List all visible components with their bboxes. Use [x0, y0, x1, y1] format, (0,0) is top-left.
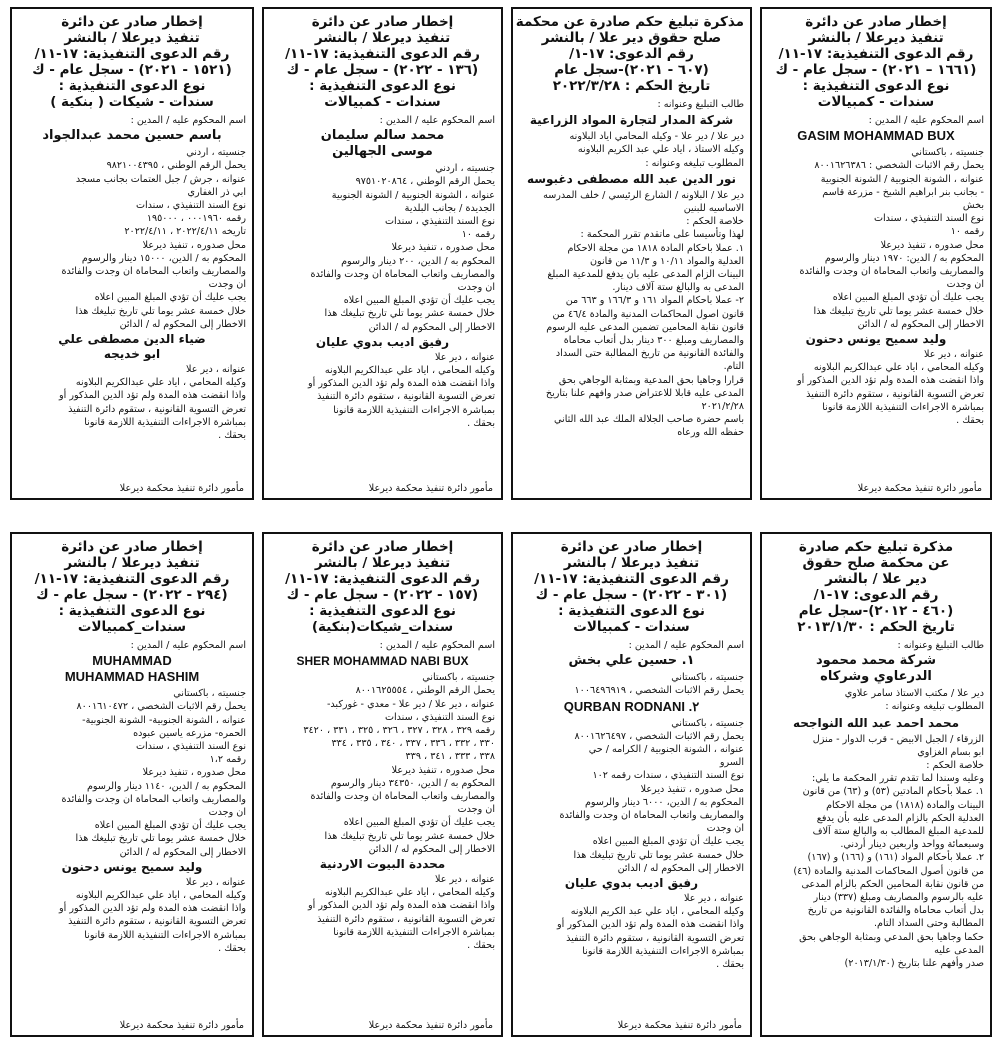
notice-header: مذكرة تبليغ حكم صادرة عن محكمة صلح حقوق دير علا / بالنشر رقم الدعوى: ١٧-١/ (٤٦٠ - ٢٠١٢)-سجل عام تاريخ الحكم : ٢٠١٣/١/٣٠	[797, 539, 955, 635]
debtor-name: محمد سالم سليمان موسى الجهالين	[320, 128, 445, 160]
notice-footer: مأمور دائرة تنفيذ محكمة ديرعلا	[368, 1020, 493, 1031]
creditor-name: رفيق اديب بدوي عليان	[315, 334, 450, 349]
creditor-name: وليد سميح يونس دحنون	[61, 859, 203, 874]
creditor-name: ضياء الدين مصطفى علي ابو خديجه	[58, 332, 206, 362]
notified-name: محمد احمد عبد الله النواجحه	[792, 715, 960, 730]
debtor-name: ١. حسين علي بخش	[568, 653, 695, 669]
creditor-name: وليد سميح يونس دحنون	[805, 332, 947, 347]
notice-2: مذكرة تبليغ حكم صادرة عن محكمة صلح حقوق دير علا / بالنشر رقم الدعوى: ١٧-١/ (٦٠٧ - ٢٠٢١)-سجل عام تاريخ الحكم : ٢٠٢٢/٣/٢٨ طالب التبليغ وعنوانه : شركة المدار لتجارة المواد الزراعية دير علا / دير علا - وكيله المحامي اياد البلاونه وكيله الاستاذ ، اياد علي عبد الكريم البلاونه المطلوب تبليغه وعنوانه : نور الدين عبد الله مصطفى دغبوسه دير علا / البلاونه / الشارع الرئيسي / خلف المدرسه الاساسيه للبنين خلاصة الحكم : لهذا وتأسيسا على ماتقدم تقرر المحكمة : ١. عملا باحكام المادة ١٨١٨ من مجلة الاحكام العدلية والمواد ١٠/١١ و ١١/٣ من قانون البينات الزام المدعى عليه بان يدفع للمدعية المبلغ المدعى به والبالغ ستة آلاف دينار. ٢- عملا باحكام المواد ١٦١ و ١٦٦/٣ و ٦٦٣ من قانون اصول المحاكمات المدنية والمادة ٤٦/٤ من قانون نقابة المحامين تضمين المدعى عليه الرسوم والمصاريف ومبلغ ٣٠٠ دينار بدل أتعاب محاماة والفائدة القانونية من تاريخ المطالبة حتى السداد التام. قرارا وجاهيا بحق المدعية وبمثابة الوجاهي بحق المدعى عليه قابلا للاعتراض صدر وافهم علنا بتاريخ ٢٠٢١/٢/٢٨ باسم حضرة صاحب الجلالة الملك عبد الله الثاني حفظه الله ورعاه	[511, 7, 752, 500]
notice-header: إخطار صادر عن دائرة تنفيذ ديرعلا / بالنشر رقم الدعوى التنفيذية: ١٧-١١/ (٣٠١ - ٢٠٢٢) - سجل عام - ك نوع الدعوى التنفيذية : سندات - كمبيالات	[534, 539, 729, 635]
debtor-name: باسم حسين محمد عبدالجواد	[42, 128, 222, 144]
notice-7: إخطار صادر عن دائرة تنفيذ ديرعلا / بالنشر رقم الدعوى التنفيذية: ١٧-١١/ (١٥٧ - ٢٠٢٢) - سجل عام - ك نوع الدعوى التنفيذية : سندات_شيكات(بنكية) اسم المحكوم عليه / المدين : SHER MOHAMMAD NABI BUX جنسيته ، باكستاني يحمل الرقم الوطني ، ٨٠٠١٦٢٥٥٥٤ عنوانه ، دير علا / دير علا - معدي - غوركبد- نوع السند التنفيذي ، سندات رقمه ٣٢٩ ، ٣٢٨ ، ٣٢٧ ، ٣٢٦ ، ٣٢٥ ، ٣٣١ ، ٣٤٢٠ ٣٣٠ ، ٣٣٢ ، ٣٣٦ ، ٣٣٧ ، ٣٤٠ ، ٣٣٥ ، ٣٣٤ ٣٣٨ ، ٣٣٣ ، ٣٤١ ، ٣٣٩ محل صدوره ، تنفيذ ديرعلا المحكوم به / الدين، ٣٤٣٥٠ دينار والرسوم والمصاريف واتعاب المحاماة ان وجدت والفائدة ان وجدت يجب عليك أن تؤدي المبلغ المبين اعلاه خلال خمسة عشر يوما تلي تاريخ تبليغك هذا الاخطار إلى المحكوم له / الدائن محددة البيوت الاردنية عنوانه ، دير علا وكيله المحامي ، اياد علي عبدالكريم البلاونه واذا انقضت هذه المدة ولم تؤد الدين المذكور أو تعرض التسوية القانونية ، ستقوم دائرة التنفيذ بمباشرة الاجراءات التنفيذية اللازمة قانونا بحقك . مأمور دائرة تنفيذ محكمة ديرعلا	[262, 532, 503, 1037]
notice-header: إخطار صادر عن دائرة تنفيذ ديرعلا / بالنشر رقم الدعوى التنفيذية: ١٧-١١/ (١٦٦١ – ٢٠٢١) - سجل عام - ك نوع الدعوى التنفيذية : سندات - كمبيالات	[775, 14, 977, 110]
notice-footer: مأمور دائرة تنفيذ محكمة ديرعلا	[368, 483, 493, 494]
debtor-name: GASIM MOHAMMAD BUX	[797, 128, 955, 144]
debtor-name-2: QURBAN RODNANI .٢	[563, 698, 700, 714]
creditor-name: رفيق اديب بدوي عليان	[564, 876, 699, 891]
notice-5: مذكرة تبليغ حكم صادرة عن محكمة صلح حقوق دير علا / بالنشر رقم الدعوى: ١٧-١/ (٤٦٠ - ٢٠١٢)-سجل عام تاريخ الحكم : ٢٠١٣/١/٣٠ طالب التبليغ وعنوانه : شركة محمد محمود الدرعاوي وشركاه دير علا / مكتب الاستاذ سامر علاوي المطلوب تبليغه وعنوانه : محمد احمد عبد الله النواجحه الزرقاء / الجبل الابيض - قرب الدوار - منزل ابو بسام الغزاوي خلاصة الحكم : وعليه وسندا لما تقدم تقرر المحكمة ما يلي: ١. عملا بأحكام المادتين (٥٣) و (٦٣) من قانون البينات والمادة (١٨١٨) من مجلة الاحكام العدلية الحكم بالزام المدعى عليه بأن يدفع للمدعية المبلغ المطالب به والبالغ ستة آلاف وسبعمائة وواحد واربعين دينار أردني. ٢. عملا بأحكام المواد (١٦١) و (١٦٦) و (١٦٧) من قانون أصول المحاكمات المدنية والمادة (٤٦) من قانون نقابة المحامين الحكم بالزام المدعى عليه بالرسوم والمصاريف ومبلغ (٣٣٧) دينار بدل أتعاب محاماة والفائدة القانونية من تاريخ المطالبة وحتى السداد التام. حكما وجاهيا بحق المدعي وبمثابة الوجاهي بحق المدعى عليه صدر وأفهم علنا بتاريخ (٢٠١٣/١/٣٠)	[760, 532, 992, 1037]
requester-name: شركة المدار لتجارة المواد الزراعية	[529, 113, 734, 128]
notice-1: إخطار صادر عن دائرة تنفيذ ديرعلا / بالنشر رقم الدعوى التنفيذية: ١٧-١١/ (١٦٦١ – ٢٠٢١) - سجل عام - ك نوع الدعوى التنفيذية : سندات - كمبيالات اسم المحكوم عليه / المدين : GASIM MOHAMMAD BUX جنسيته ، باكستاني يحمل رقم الاثبات الشخصي : ٨٠٠١٦٢٦٣٨٦ عنوانه ، الشونة الجنوبية / الشونة الجنوبية - بجانب بنر ابراهيم الشيخ - مزرعة قاسم بخش نوع السند التنفيذي ، سندات رقمه ١٠ محل صدوره ، تنفيذ ديرعلا المحكوم به / الدين: ١٩٧٠ دينار والرسوم والمصاريف واتعاب المحاماة ان وجدت والفائدة ان وجدت يجب عليك أن تؤدي المبلغ المبين اعلاه خلال خمسة عشر يوما تلي تاريخ تبليغك هذا الاخطار إلى المحكوم له / الدائن وليد سميح يونس دحنون عنوانه ، دير علا وكيله المحامي ، اياد علي عبدالكريم البلاونه واذا انقضت هذه المدة ولم تؤد الدين المذكور أو تعرض التسوية القانونية ، ستقوم دائرة التنفيذ بمباشرة الاجراءات التنفيذية اللازمة قانونا بحقك . مأمور دائرة تنفيذ محكمة ديرعلا	[760, 7, 992, 500]
debtor-name: MUHAMMAD MUHAMMAD HASHIM	[64, 653, 200, 685]
notice-header: إخطار صادر عن دائرة تنفيذ ديرعلا / بالنشر رقم الدعوى التنفيذية: ١٧-١١/ (١٣٦ - ٢٠٢٢) - سجل عام - ك نوع الدعوى التنفيذية : سندات - كمبيالات	[285, 14, 480, 110]
notice-footer: مأمور دائرة تنفيذ محكمة ديرعلا	[857, 483, 982, 494]
notice-3: إخطار صادر عن دائرة تنفيذ ديرعلا / بالنشر رقم الدعوى التنفيذية: ١٧-١١/ (١٣٦ - ٢٠٢٢) - سجل عام - ك نوع الدعوى التنفيذية : سندات - كمبيالات اسم المحكوم عليه / المدين : محمد سالم سليمان موسى الجهالين جنسيته ، اردني يحمل الرقم الوطني ، ٩٧٥١٠٢٠٨٦٤ عنوانه ، الشونة الجنوبية / الشونة الجنوبية الجديدة / بجانب البلدية نوع السند التنفيذي ، سندات رقمه ١٠ محل صدوره ، تنفيذ ديرعلا المحكوم به / الدين، ٢٠٠ دينار والرسوم والمصاريف واتعاب المحاماة ان وجدت والفائدة ان وجدت يجب عليك أن تؤدي المبلغ المبين اعلاه خلال خمسة عشر يوما تلي تاريخ تبليغك هذا الاخطار إلى المحكوم له / الدائن رفيق اديب بدوي عليان عنوانه ، دير علا وكيله المحامي ، اياد علي عبدالكريم البلاونه واذا انقضت هذه المدة ولم تؤد الدين المذكور أو تعرض التسوية القانونية ، ستقوم دائرة التنفيذ بمباشرة الاجراءات التنفيذية اللازمة قانونا بحقك . مأمور دائرة تنفيذ محكمة ديرعلا	[262, 7, 503, 500]
creditor-name: محددة البيوت الاردنية	[319, 857, 446, 872]
requester-name: شركة محمد محمود الدرعاوي وشركاه	[816, 653, 936, 685]
notice-4: إخطار صادر عن دائرة تنفيذ ديرعلا / بالنشر رقم الدعوى التنفيذية: ١٧-١١/ (١٥٢١ - ٢٠٢١) - سجل عام - ك نوع الدعوى التنفيذية : سندات - شيكات ( بنكية ) اسم المحكوم عليه / المدين : باسم حسين محمد عبدالجواد جنسيته ، اردني يحمل الرقم الوطني ، ٩٨٢١٠٠٤٣٩٥ عنوانه ، جرش / جبل العتمات بجانب مسجد ابي ذر الغفاري نوع السند التنفيذي ، سندات رقمه ٠٠٠١٩٦٠ ، ١٩٥٠٠٠ تاريخه ٢٠٢٢/٤/١١ ، ٢٠٢٢/٤/١١ محل صدوره ، تنفيذ ديرعلا المحكوم به / الدين، ١٥٠٠٠ دينار والرسوم والمصاريف واتعاب المحاماة ان وجدت والفائدة ان وجدت يجب عليك أن تؤدي المبلغ المبين اعلاه خلال خمسة عشر يوما تلي تاريخ تبليغك هذا الاخطار إلى المحكوم له / الدائن ضياء الدين مصطفى علي ابو خديجه عنوانه ، دير علا وكيله المحامي ، اياد علي عبدالكريم البلاونه واذا انقضت هذه المدة ولم تؤد الدين المذكور أو تعرض التسوية القانونية ، ستقوم دائرة التنفيذ بمباشرة الاجراءات التنفيذية اللازمة قانونا بحقك . مأمور دائرة تنفيذ محكمة ديرعلا	[10, 7, 254, 500]
debtor-name: SHER MOHAMMAD NABI BUX	[296, 654, 469, 669]
notified-name: نور الدين عبد الله مصطفى دغبوسه	[526, 171, 737, 186]
notice-6: إخطار صادر عن دائرة تنفيذ ديرعلا / بالنشر رقم الدعوى التنفيذية: ١٧-١١/ (٣٠١ - ٢٠٢٢) - سجل عام - ك نوع الدعوى التنفيذية : سندات - كمبيالات اسم المحكوم عليه / المدين : ١. حسين علي بخش جنسيته ، باكستاني يحمل رقم الاثبات الشخصي ، ١٠٠٦٤٩٦٩١٩ QURBAN RODNANI .٢ جنسيته ، باكستاني يحمل رقم الاثبات الشخصي ، ٨٠٠١٦٢٦٤٩٧ عنوانه ، الشونة الجنوبية / الكرامه / حي السرو نوع السند التنفيذي ، سندات رقمه ١٠٢ محل صدوره ، تنفيذ ديرعلا المحكوم به / الدين، ٦٠٠٠ دينار والرسوم والمصاريف واتعاب المحاماة ان وجدت والفائدة ان وجدت يجب عليك أن تؤدي المبلغ المبين اعلاه خلال خمسة عشر يوما تلي تاريخ تبليغك هذا الاخطار إلى المحكوم له / الدائن رفيق اديب بدوي عليان عنوانه ، دير علا وكيله المحامي ، اياد علي عبد الكريم البلاونه واذا انقضت هذه المدة ولم تؤد الدين المذكور أو تعرض التسوية القانونية ، ستقوم دائرة التنفيذ بمباشرة الاجراءات التنفيذية اللازمة قانونا بحقك . مأمور دائرة تنفيذ محكمة ديرعلا	[511, 532, 752, 1037]
notice-footer: مأمور دائرة تنفيذ محكمة ديرعلا	[119, 483, 244, 494]
notice-header: إخطار صادر عن دائرة تنفيذ ديرعلا / بالنشر رقم الدعوى التنفيذية: ١٧-١١/ (٢٩٤ - ٢٠٢٢) - سجل عام - ك نوع الدعوى التنفيذية : سندات_كمبيالات	[34, 539, 230, 635]
notice-header: إخطار صادر عن دائرة تنفيذ ديرعلا / بالنشر رقم الدعوى التنفيذية: ١٧-١١/ (١٥٧ - ٢٠٢٢) - سجل عام - ك نوع الدعوى التنفيذية : سندات_شيكات(بنكية)	[285, 539, 480, 635]
notice-8: إخطار صادر عن دائرة تنفيذ ديرعلا / بالنشر رقم الدعوى التنفيذية: ١٧-١١/ (٢٩٤ - ٢٠٢٢) - سجل عام - ك نوع الدعوى التنفيذية : سندات_كمبيالات اسم المحكوم عليه / المدين : MUHAMMAD MUHAMMAD HASHIM جنسيته ، باكستاني يحمل رقم الاثبات الشخصي ، ٨٠٠١٦١٠٤٧٢ عنوانه ، الشونة الجنوبية- الشونة الجنوبية- الحمره- مزرعه ياسين عبوده نوع السند التنفيذي ، سندات رقمه ١،٢ محل صدوره ، تنفيذ ديرعلا المحكوم به / الدين، ١١٤٠ دينار والرسوم والمصاريف واتعاب المحاماة ان وجدت والفائدة ان وجدت يجب عليك أن تؤدي المبلغ المبين اعلاه خلال خمسة عشر يوما تلي تاريخ تبليغك هذا الاخطار إلى المحكوم له / الدائن وليد سميح يونس دحنون عنوانه ، دير علا وكيله المحامي ، اياد علي عبدالكريم البلاونه واذا انقضت هذه المدة ولم تؤد الدين المذكور أو تعرض التسوية القانونية ، ستقوم دائرة التنفيذ بمباشرة الاجراءات التنفيذية اللازمة قانونا بحقك . مأمور دائرة تنفيذ محكمة ديرعلا	[10, 532, 254, 1037]
notice-header: مذكرة تبليغ حكم صادرة عن محكمة صلح حقوق دير علا / بالنشر رقم الدعوى: ١٧-١/ (٦٠٧ - ٢٠٢١)-سجل عام تاريخ الحكم : ٢٠٢٢/٣/٢٨	[515, 14, 744, 94]
notice-footer: مأمور دائرة تنفيذ محكمة ديرعلا	[617, 1020, 742, 1031]
notice-header: إخطار صادر عن دائرة تنفيذ ديرعلا / بالنشر رقم الدعوى التنفيذية: ١٧-١١/ (١٥٢١ - ٢٠٢١) - سجل عام - ك نوع الدعوى التنفيذية : سندات - شيكات ( بنكية )	[32, 14, 232, 110]
notice-footer: مأمور دائرة تنفيذ محكمة ديرعلا	[119, 1020, 244, 1031]
